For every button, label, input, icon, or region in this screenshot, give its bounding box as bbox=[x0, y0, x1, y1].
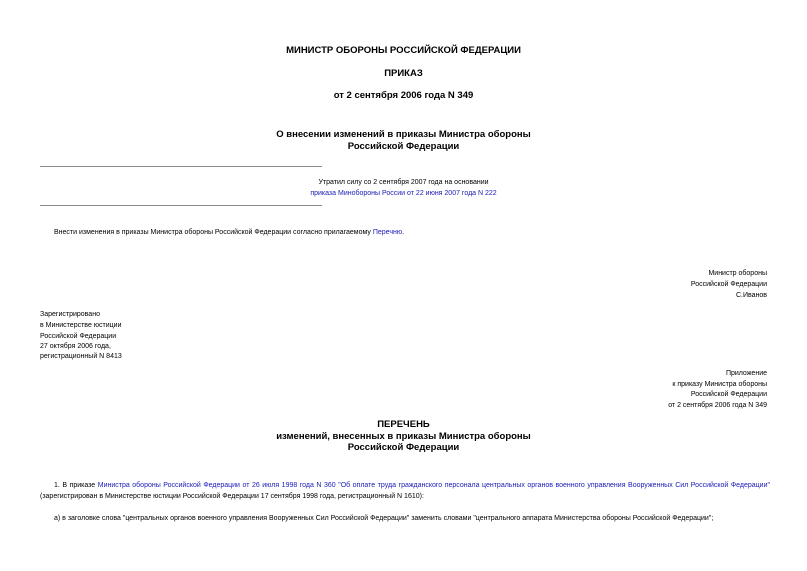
signature-title: Министр обороны bbox=[708, 270, 767, 277]
appendix-line-3: Российской Федерации bbox=[690, 391, 767, 398]
divider-bottom bbox=[40, 205, 322, 206]
registration-line-2: в Министерстве юстиции bbox=[40, 322, 122, 329]
repeal-order-link[interactable]: приказа Минобороны России от 22 июня 2007 года N 222 bbox=[310, 190, 497, 197]
appendix-line-2: к приказу Министра обороны bbox=[672, 381, 767, 388]
signature-country: Российской Федерации bbox=[690, 281, 767, 288]
order-360-link[interactable]: Министра обороны Российской Федерации от 26 июля 1998 года N 360 "Об оплате труда гражданского персонала центральных органов военного управления Вооруженных Сил Российской Федерации" bbox=[97, 482, 770, 489]
signature-name: С.Иванов bbox=[735, 292, 767, 299]
list-subtitle-line-2: Российской Федерации bbox=[347, 442, 460, 453]
appendix-line-1: Приложение bbox=[725, 370, 767, 377]
list-link[interactable]: Перечню bbox=[372, 229, 403, 236]
doc-subject-line-2: Российской Федерации bbox=[347, 141, 460, 152]
registration-line-3: Российской Федерации bbox=[40, 333, 117, 340]
intro-end: . bbox=[402, 229, 405, 236]
doc-type: ПРИКАЗ bbox=[384, 68, 423, 79]
list-item-1a: а) в заголовке слова "центральных органов военного управления Вооруженных Сил Российской Федерации" заменить словами "центрального аппарата Министерства обороны Российской Федерации"; bbox=[54, 515, 714, 522]
registration-line-5: регистрационный N 8413 bbox=[40, 353, 122, 360]
intro-text: Внести изменения в приказы Министра обороны Российской Федерации согласно прилагаемому bbox=[54, 229, 373, 236]
doc-subject-line-1: О внесении изменений в приказы Министра обороны bbox=[276, 129, 531, 140]
registration-line-1: Зарегистрировано bbox=[40, 311, 100, 318]
status-line: Утратил силу со 2 сентября 2007 года на основании bbox=[318, 179, 489, 186]
item-1-suffix: (зарегистрирован в Министерстве юстиции Российской Федерации 17 сентября 1998 года, регистрационный N 1610): bbox=[40, 493, 424, 500]
item-1-prefix: 1. В приказе bbox=[54, 482, 98, 489]
list-item-1 bbox=[40, 480, 770, 502]
list-subtitle-line-1: изменений, внесенных в приказы Министра обороны bbox=[276, 431, 531, 442]
appendix-line-4: от 2 сентября 2006 года N 349 bbox=[668, 402, 767, 409]
ministry-title: МИНИСТР ОБОРОНЫ РОССИЙСКОЙ ФЕДЕРАЦИИ bbox=[286, 45, 521, 56]
registration-line-4: 27 октября 2006 года, bbox=[40, 343, 111, 350]
list-title: ПЕРЕЧЕНЬ bbox=[377, 419, 430, 430]
doc-date-number: от 2 сентября 2006 года N 349 bbox=[333, 90, 474, 101]
divider-top bbox=[40, 166, 322, 167]
intro-paragraph bbox=[54, 227, 404, 238]
